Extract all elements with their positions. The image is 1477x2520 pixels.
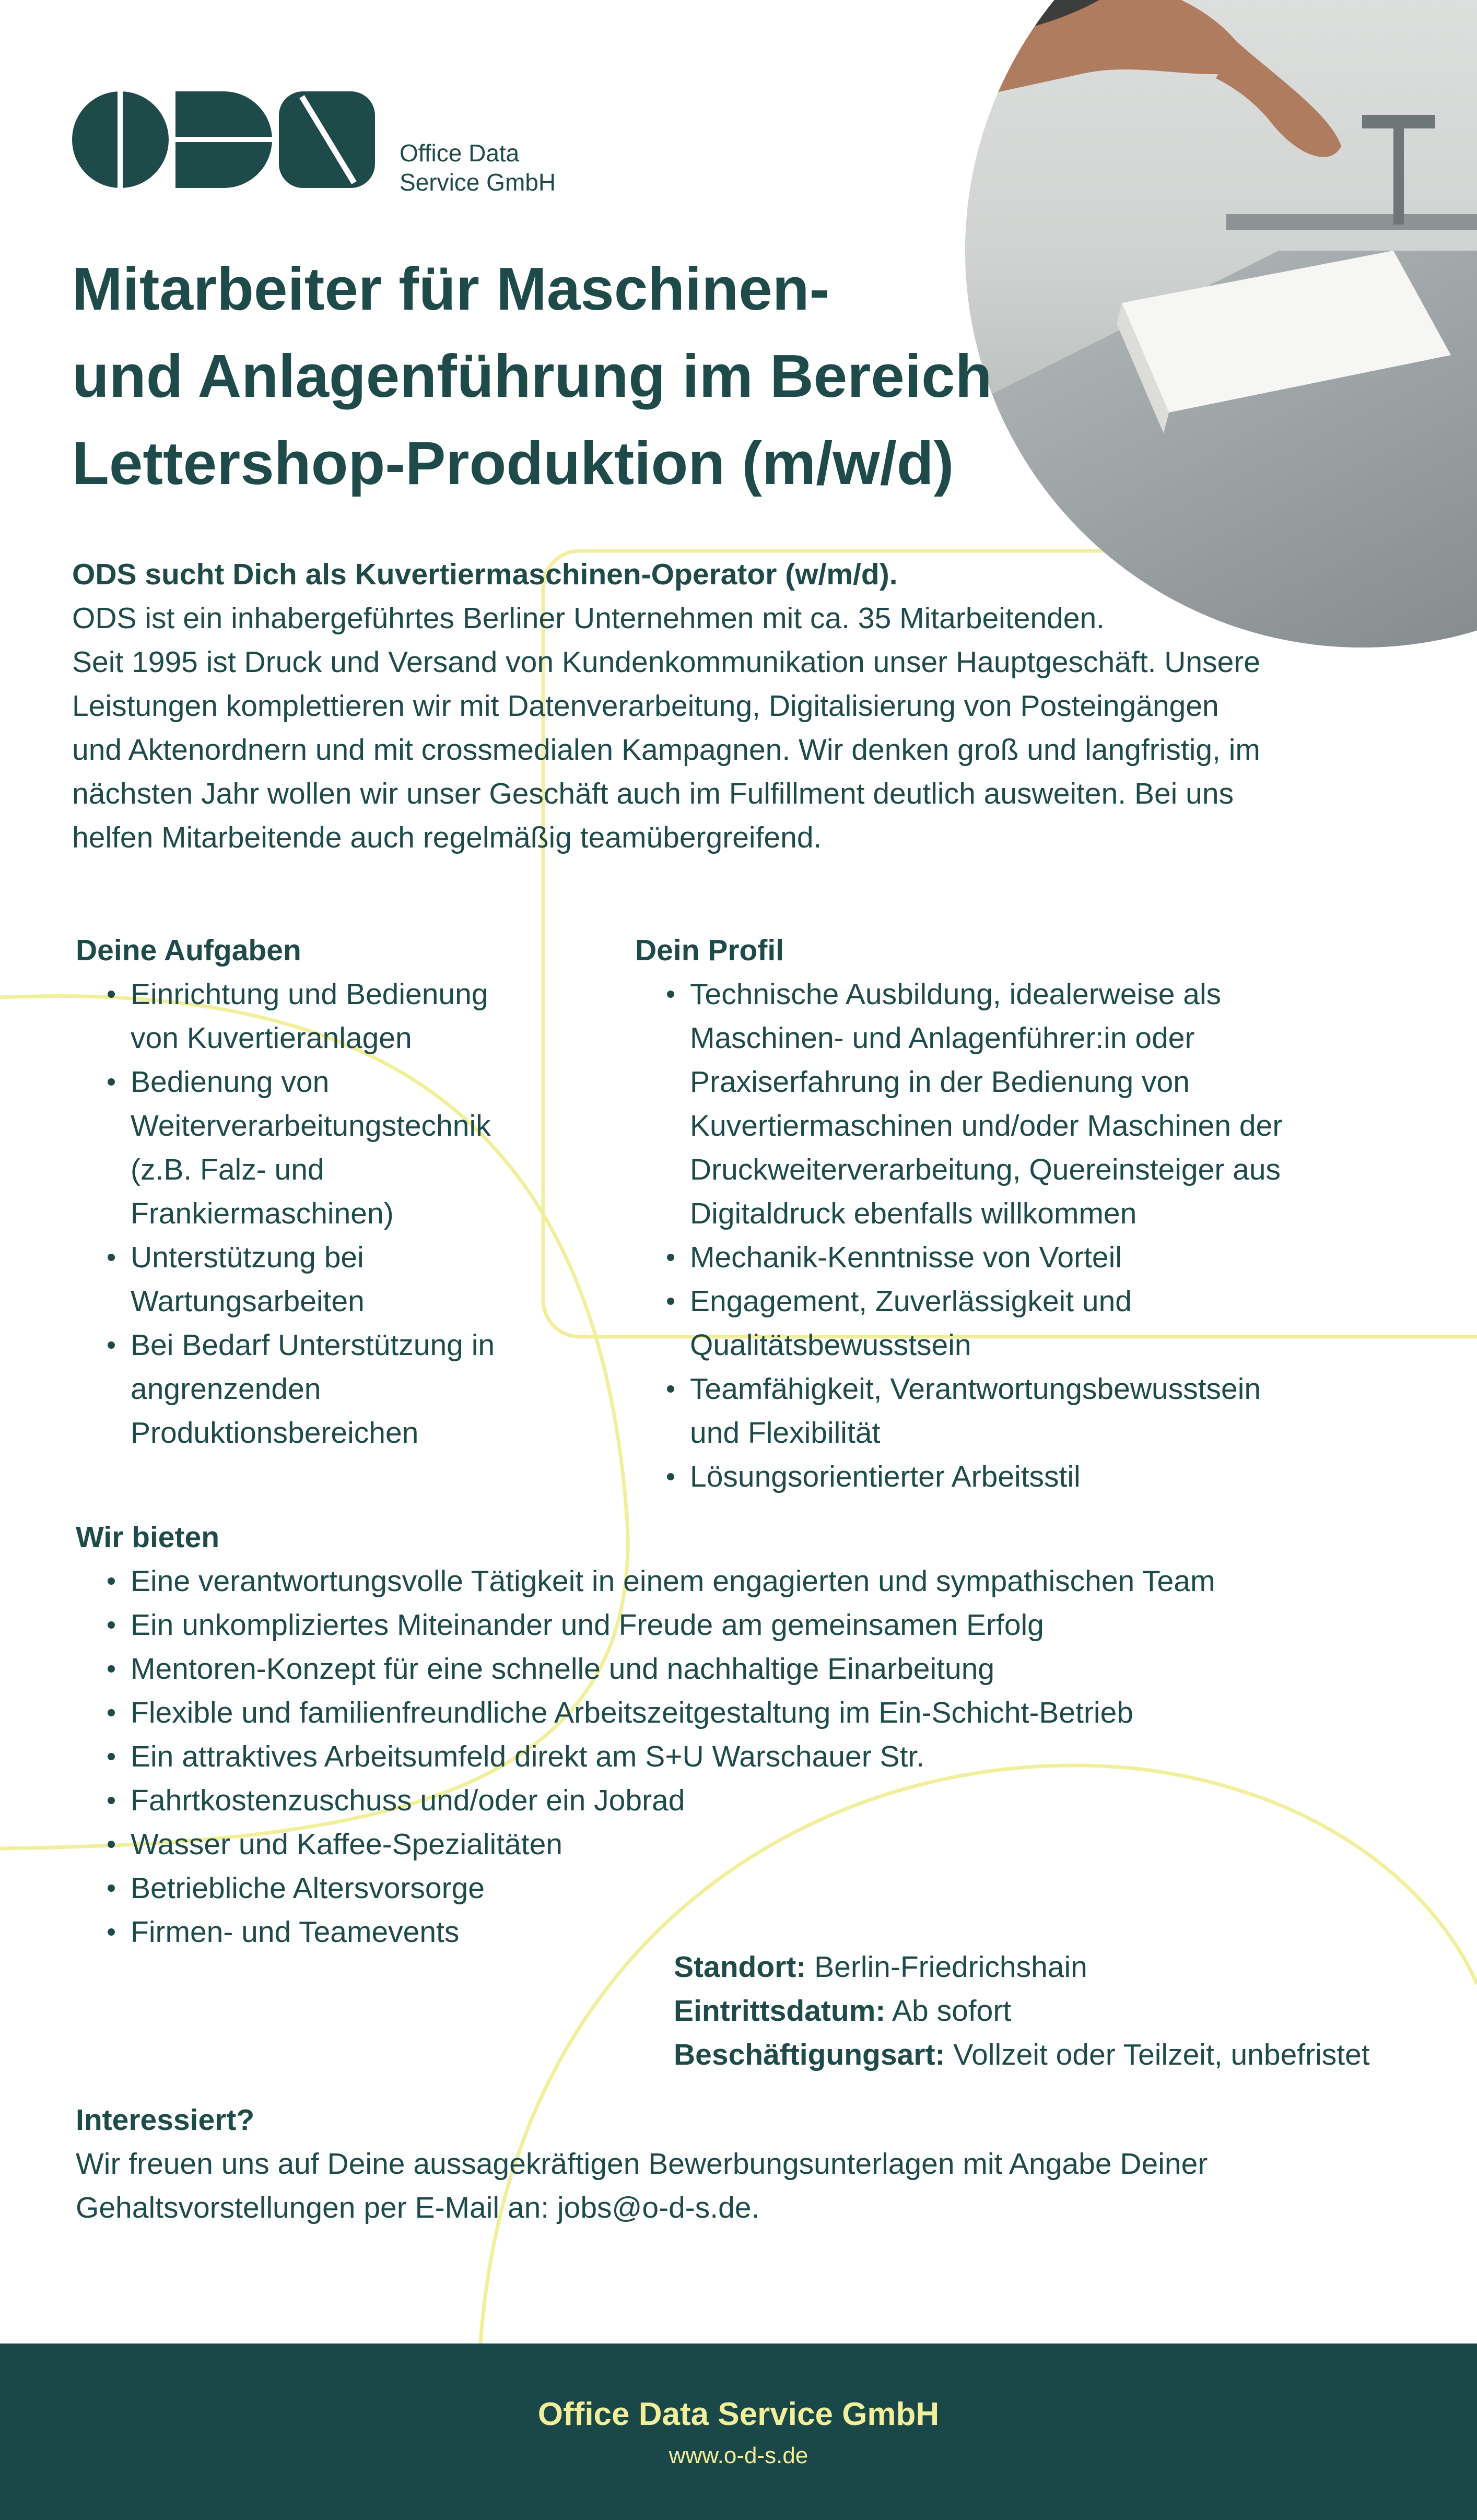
bieten-item-text: Mentoren-Konzept für eine schnelle und nachhaltige Einarbeitung	[131, 1652, 995, 1686]
intro-line: helfen Mitarbeitende auch regelmäßig teamübergreifend.	[72, 821, 822, 854]
aufgaben-item-line: (z.B. Falz- und	[131, 1153, 324, 1186]
aufgaben-item-line: Frankiermaschinen)	[131, 1197, 394, 1230]
ods-logo	[72, 91, 375, 188]
section-profil	[635, 928, 1419, 1499]
fact-art	[674, 2033, 1370, 2077]
bieten-item-text: Ein unkompliziertes Miteinander und Freude am gemeinsamen Erfolg	[131, 1608, 1044, 1642]
bieten-item-text: Wasser und Kaffee-Spezialitäten	[131, 1828, 562, 1861]
profil-item-line: Kuvertiermaschinen und/oder Maschinen der	[690, 1109, 1283, 1143]
job-title-line1: Mitarbeiter für Maschinen-	[72, 255, 830, 323]
footer-url[interactable]: www.o-d-s.de	[669, 2443, 808, 2468]
intro-line: Leistungen komplettieren wir mit Datenverarbeitung, Digitalisierung von Posteingängen	[72, 689, 1219, 723]
profil-item	[690, 972, 1419, 1235]
intro-lead: ODS sucht Dich als Kuvertiermaschinen-Operator (w/m/d).	[72, 558, 898, 591]
bieten-item	[131, 1779, 1434, 1822]
bieten-item-text: Eine verantwortungsvolle Tätigkeit in einem engagierten und sympathischen Team	[131, 1564, 1215, 1598]
aufgaben-item	[131, 1235, 598, 1323]
aufgaben-item	[131, 1323, 598, 1455]
profil-item-line: Maschinen- und Anlagenführer:in oder	[690, 1021, 1195, 1055]
intro-line: Seit 1995 ist Druck und Versand von Kundenkommunikation unser Hauptgeschäft. Unsere	[72, 645, 1260, 679]
footer	[0, 2344, 1477, 2520]
aufgaben-item-line: Bedienung von	[131, 1065, 330, 1099]
bieten-item-text: Flexible und familienfreundliche Arbeitszeitgestaltung im Ein-Schicht-Betrieb	[131, 1696, 1133, 1729]
profil-item-line: Praxiserfahrung in der Bedienung von	[690, 1065, 1190, 1099]
intro-line: nächsten Jahr wollen wir unser Geschäft auch im Fulfillment deutlich ausweiten. Bei uns	[72, 777, 1234, 810]
fact-art-value: Vollzeit oder Teilzeit, unbefristet	[945, 2038, 1370, 2071]
logo-company-name	[400, 138, 556, 197]
logo-company-line1: Office Data	[400, 139, 520, 167]
bieten-item	[131, 1822, 1434, 1866]
bieten-item	[131, 1603, 1434, 1647]
profil-item	[690, 1279, 1419, 1367]
company-intro	[72, 552, 1430, 859]
fact-standort-label: Standort:	[674, 1950, 806, 1984]
job-title-line2: und Anlagenführung im Bereich	[72, 342, 992, 410]
profil-item-line: und Flexibilität	[690, 1416, 881, 1450]
profil-item-line: Lösungsorientierter Arbeitsstil	[690, 1460, 1081, 1493]
bieten-item-text: Ein attraktives Arbeitsumfeld direkt am S+U Warschauer Str.	[131, 1740, 925, 1773]
section-bieten	[76, 1515, 1434, 1954]
bieten-list	[76, 1559, 1434, 1954]
profil-item-line: Teamfähigkeit, Verantwortungsbewusstsein	[690, 1372, 1261, 1406]
aufgaben-item-line: Wartungsarbeiten	[131, 1285, 365, 1318]
profil-item-line: Technische Ausbildung, idealerweise als	[690, 978, 1222, 1011]
aufgaben-item-line: Weiterverarbeitungstechnik	[131, 1109, 491, 1143]
aufgaben-item-line: Einrichtung und Bedienung	[131, 978, 488, 1011]
contact-line: Gehaltsvorstellungen per E-Mail an: jobs@o-d-s.de.	[76, 2191, 760, 2224]
fact-eintritt-label: Eintrittsdatum:	[674, 1994, 886, 2028]
fact-art-label: Beschäftigungsart:	[674, 2038, 945, 2071]
aufgaben-item-line: von Kuvertieranlagen	[131, 1021, 412, 1055]
profil-item	[690, 1235, 1419, 1279]
profil-item-line: Engagement, Zuverlässigkeit und	[690, 1285, 1132, 1318]
profil-item	[690, 1367, 1419, 1455]
profil-list	[635, 972, 1419, 1499]
profil-item-line: Digitaldruck ebenfalls willkommen	[690, 1197, 1137, 1230]
job-facts	[674, 1945, 1370, 2077]
fact-standort-value: Berlin-Friedrichshain	[806, 1950, 1087, 1984]
bieten-item	[131, 1647, 1434, 1691]
bieten-item	[131, 1691, 1434, 1735]
profil-title: Dein Profil	[635, 934, 784, 967]
profil-item	[690, 1455, 1419, 1499]
profil-item-line: Mechanik-Kenntnisse von Vorteil	[690, 1241, 1122, 1274]
job-title	[72, 245, 1064, 507]
aufgaben-title: Deine Aufgaben	[76, 934, 301, 967]
aufgaben-list	[76, 972, 598, 1455]
bieten-item-text: Fahrtkostenzuschuss und/oder ein Jobrad	[131, 1784, 685, 1817]
aufgaben-item-line: Unterstützung bei	[131, 1241, 364, 1274]
profil-item-line: Qualitätsbewusstsein	[690, 1328, 971, 1362]
intro-line: ODS ist ein inhabergeführtes Berliner Unternehmen mit ca. 35 Mitarbeitenden.	[72, 602, 1105, 635]
contact-line: Wir freuen uns auf Deine aussagekräftigen Bewerbungsunterlagen mit Angabe Deiner	[76, 2147, 1208, 2181]
bieten-title: Wir bieten	[76, 1521, 220, 1554]
bieten-item	[131, 1735, 1434, 1779]
aufgaben-item-line: Produktionsbereichen	[131, 1416, 419, 1450]
bieten-item-text: Firmen- und Teamevents	[131, 1915, 460, 1949]
aufgaben-item	[131, 972, 598, 1060]
contact-section	[76, 2098, 1434, 2230]
job-title-line3: Lettershop-Produktion (m/w/d)	[72, 429, 954, 497]
bieten-item	[131, 1559, 1434, 1603]
footer-company: Office Data Service GmbH	[537, 2396, 940, 2432]
bieten-item	[131, 1866, 1434, 1910]
fact-standort	[674, 1945, 1370, 1989]
logo-company-line2: Service GmbH	[400, 169, 556, 196]
machine-rail	[1226, 214, 1477, 230]
aufgaben-item-line: angrenzenden	[131, 1372, 321, 1406]
contact-title: Interessiert?	[76, 2103, 255, 2137]
bieten-item-text: Betriebliche Altersvorsorge	[131, 1871, 485, 1905]
fact-eintritt-value: Ab sofort	[885, 1994, 1012, 2028]
ods-logo-mark	[72, 91, 375, 188]
aufgaben-item-line: Bei Bedarf Unterstützung in	[131, 1328, 495, 1362]
aufgaben-item	[131, 1060, 598, 1235]
profil-item-line: Druckweiterverarbeitung, Quereinsteiger aus	[690, 1153, 1281, 1186]
intro-line: und Aktenordnern und mit crossmedialen Kampagnen. Wir denken groß und langfristig, im	[72, 733, 1260, 767]
fact-eintritt	[674, 1989, 1370, 2033]
section-aufgaben	[76, 928, 598, 1455]
